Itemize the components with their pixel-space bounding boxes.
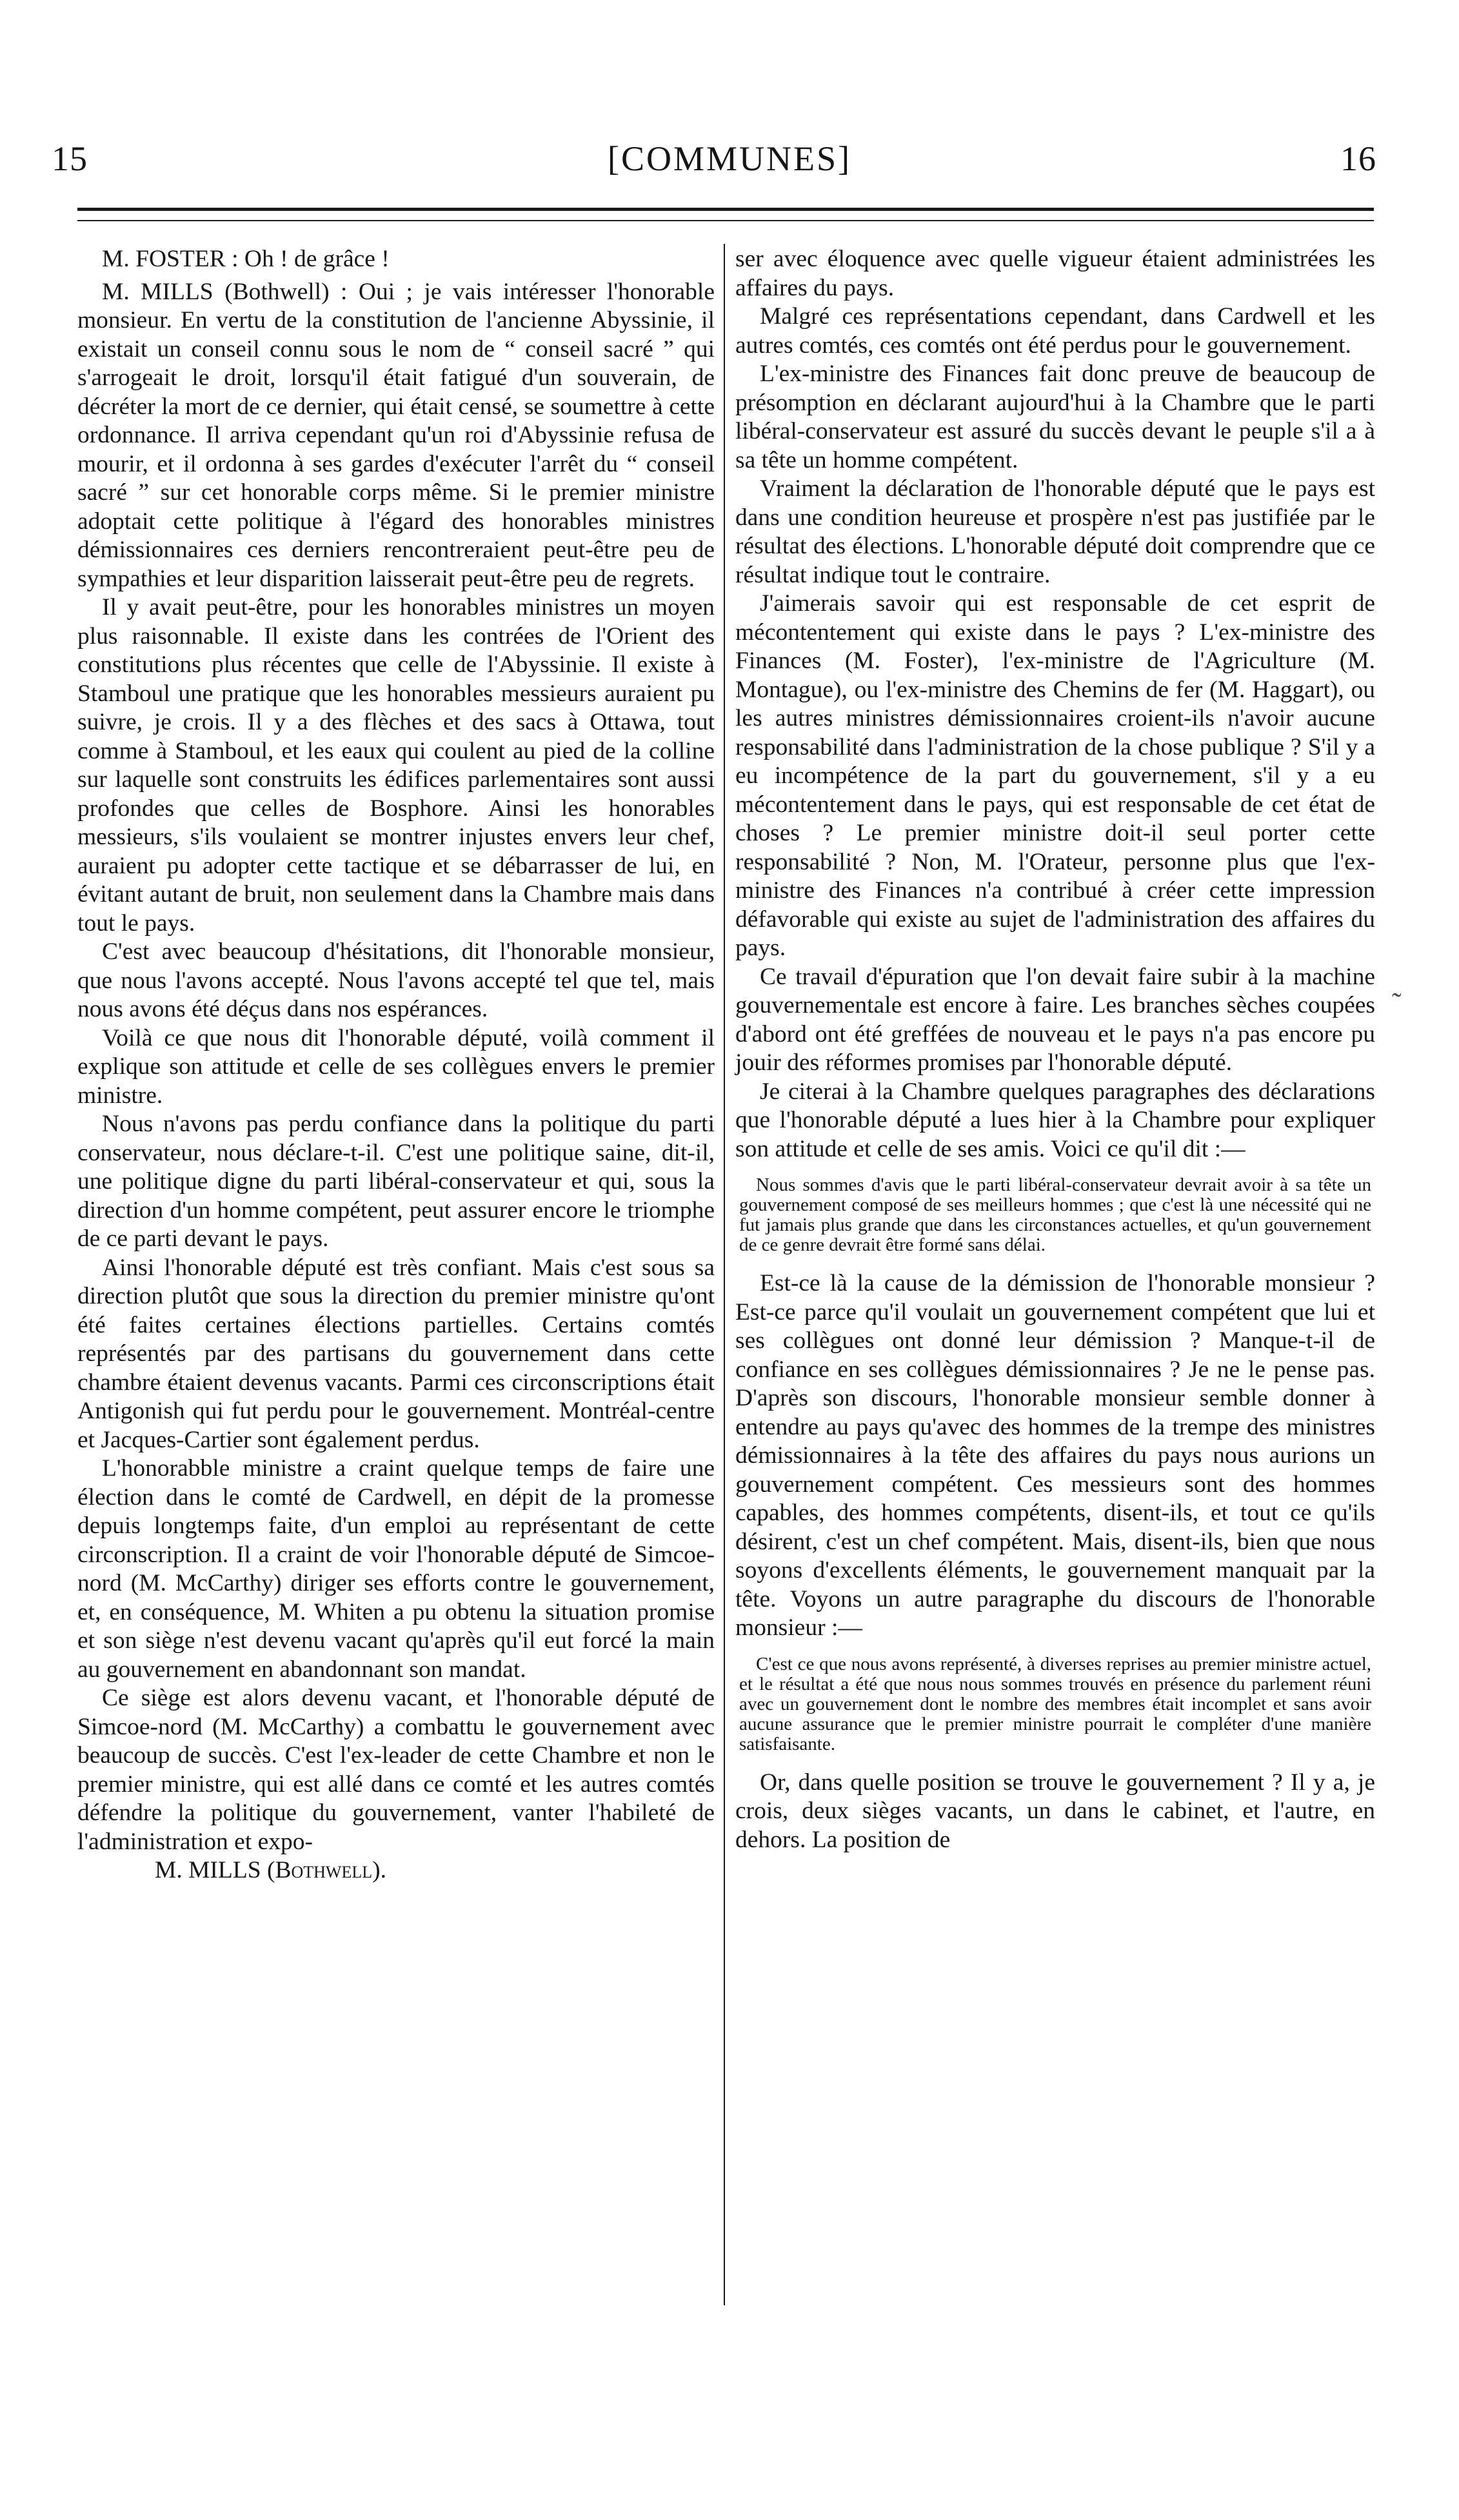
header-thin-rule <box>77 220 1374 221</box>
paragraph: Ce travail d'épuration que l'on devait faire subir à la machine gouvernementale est encore à faire. Les branches sèches coupées d'abord ont été greffées de nouveau et le pays n'a pas encore pu jouir des réformes promises par l'honorable député. <box>735 963 1375 1076</box>
paragraph: Vraiment la déclaration de l'honorable député que le pays est dans une condition heureuse et prospère n'est pas justifiée par le résultat des élections. L'honorable député doit comprendre que ce résultat indique tout le contraire. <box>735 475 1375 588</box>
paragraph: Or, dans quelle position se trouve le gouvernement ? Il y a, je crois, deux sièges vacants, un dans le cabinet, et l'autre, en dehors. La position de <box>735 1769 1375 1853</box>
margin-mark: ˜ <box>1392 987 1402 1019</box>
paragraph: Je citerai à la Chambre quelques paragraphes des déclarations que l'honorable député a lues hier à la Chambre pour expliquer son attitude et celle de ses amis. Voici ce qu'il dit :— <box>735 1078 1375 1162</box>
paragraph: Est-ce là la cause de la démission de l'honorable monsieur ? Est-ce parce qu'il voulait un gouvernement compétent que lui et ses collègues ont donné leur démission ? Manque-t-il de confiance en ses collègues démissionnaires ? Je ne le pense pas. D'après son discours, l'honorable monsieur semble donner à entendre au pays qu'avec des hommes de la trempe des ministres démissionnaires à la tête des affaires du pays nous aurions un gouvernement compétent. Ces messieurs sont des hommes capables, des hommes compétents, disent-ils, et tout ce qu'ils désirent, c'est un chef compétent. Mais, disent-ils, bien que nous soyons d'excellents éléments, le gouvernement manquait par la tête. Voyons un autre paragraphe du discours de l'honorable monsieur :— <box>735 1270 1375 1641</box>
running-header: [COMMUNES] <box>607 139 852 178</box>
paragraph: J'aimerais savoir qui est responsable de cet esprit de mécontentement qui existe dans le pays ? L'ex-ministre des Finances (M. Foster), l'ex-ministre de l'Agriculture (M. Montague), ou l'ex-ministre des Chemins de fer (M. Haggart), ou les autres ministres démissionnaires croient-ils n'avoir aucune responsabilité dans l'administration de la chose publique ? S'il y a eu incompétence de la part du gouvernement, s'il y a eu mécontentement dans le pays, qui est responsable de cet état de choses ? Le premier ministre doit-il seul porter cette responsabilité ? Non, M. l'Orateur, personne plus que l'ex-ministre des Finances n'a contribué à créer cette impression défavorable qui existe au sujet de l'administration des affaires du pays. <box>735 590 1375 961</box>
page-number-right: 16 <box>1340 139 1376 178</box>
left-column <box>77 245 715 1885</box>
paragraph: M. FOSTER : Oh ! de grâce ! <box>102 246 390 272</box>
paragraph: L'ex-ministre des Finances fait donc preuve de beaucoup de présomption en déclarant aujourd'hui à la Chambre que le parti libéral-conservateur est assuré du succès devant le peuple s'il a à sa tête un homme compétent. <box>735 361 1375 473</box>
quote-text: Nous sommes d'avis que le parti libéral-conservateur devrait avoir à sa tête un gouvernement composé de ses meilleurs hommes ; que c'est là une nécessité qui ne fut jamais plus grande que dans les circonstances actuelles, et qu'un gouvernement de ce genre devrait être formé sans délai. <box>739 1175 1371 1255</box>
column-divider <box>724 244 725 2305</box>
paragraph: Nous n'avons pas perdu confiance dans la politique du parti conservateur, nous déclare-t-il. C'est une politique saine, dit-il, une politique digne du parti libéral-conservateur et qui, sous la direction d'un homme compétent, peut assurer encore le triomphe de ce parti devant le pays. <box>77 1111 715 1252</box>
paragraph: L'honorabble ministre a craint quelque temps de faire une élection dans le comté de Cardwell, en dépit de la promesse depuis longtemps faite, d'un emploi au représentant de cette circonscription. Il a craint de voir l'honorable député de Simcoe-nord (M. McCarthy) diriger ses efforts contre le gouvernement, et, en conséquence, M. Whiten a pu obtenu la situation promise et son siège n'est devenu vacant qu'après qu'il eut forcé la main au gouvernement en abandonnant son mandat. <box>77 1455 715 1683</box>
paragraph: M. MILLS (Bothwell) : Oui ; je vais intéresser l'honorable monsieur. En vertu de la constitution de l'ancienne Abyssinie, il existait un conseil connu sous le nom de “ conseil sacré ” qui s'arrogeait le droit, lorsqu'il était fatigué d'un souverain, de décréter la mort de ce dernier, qui était censé, se soumettre à cette ordonnance. Il arriva cependant qu'un roi d'Abyssinie refusa de mourir, et il ordonna à ses gardes d'exécuter l'arrêt du “ conseil sacré ” sur cet honorable corps même. Si le premier ministre adoptait cette politique à l'égard des honorables ministres démissionnaires ces derniers rencontreraient peut-être peu de sympathies et leur disparition laisserait peut-être peu de regrets. <box>77 278 715 592</box>
speaker-signature: M. MILLS (Bothwell). <box>155 1857 386 1883</box>
paragraph: Il y avait peut-être, pour les honorables ministres un moyen plus raisonnable. Il existe dans les contrées de l'Orient des constitutions plus récentes que celle de l'Abyssinie. Il existe à Stamboul une pratique que les honorables messieurs auraient pu suivre, je crois. Il y a des flèches et des sacs à Ottawa, tout comme à Stamboul, et les eaux qui coulent au pied de la colline sur laquelle sont construits les édifices parlementaires sont aussi profondes que celles de Bosphore. Ainsi les honorables messieurs, s'ils voulaient se montrer injustes envers leur chef, auraient pu adopter cette tactique et se débarrasser de lui, en évitant autant de bruit, non seulement dans la Chambre mais dans tout le pays. <box>77 594 715 937</box>
paragraph: C'est avec beaucoup d'hésitations, dit l'honorable monsieur, que nous l'avons accepté. Nous l'avons accepté tel que tel, mais nous avons été déçus dans nos espérances. <box>77 938 715 1022</box>
paragraph: Ainsi l'honorable député est très confiant. Mais c'est sous sa direction plutôt que sous la direction du premier ministre qu'ont été faites certaines élections partielles. Certains comtés représentés par des partisans du gouvernement dans cette chambre étaient devenus vacants. Parmi ces circonscriptions était Antigonish qui fut perdu pour le gouvernement. Montréal-centre et Jacques-Cartier sont également perdus. <box>77 1254 715 1453</box>
block-quote <box>739 1175 1371 1255</box>
block-quote <box>739 1654 1371 1754</box>
paragraph: Ce siège est alors devenu vacant, et l'honorable député de Simcoe-nord (M. McCarthy) a combattu le gouvernement avec beaucoup de succès. C'est l'ex-leader de cette Chambre et non le premier ministre, qui est allé dans ce comté et les autres comtés défendre la politique du gouvernement, vanter l'habileté de l'administration et expo- <box>77 1685 715 1855</box>
header-thick-rule <box>77 208 1374 211</box>
quote-text: C'est ce que nous avons représenté, à diverses reprises au premier ministre actuel, et le résultat a été que nous nous sommes trouvés en présence du parlement réuni avec un gouvernement dont le nombre des membres était incomplet et sans avoir aucune assurance que le premier ministre pourrait le compléter d'une manière satisfaisante. <box>739 1653 1371 1754</box>
right-column <box>735 245 1375 1854</box>
paragraph: Malgré ces représentations cependant, dans Cardwell et les autres comtés, ces comtés ont été perdus pour le gouvernement. <box>735 303 1375 359</box>
paragraph: ser avec éloquence avec quelle vigueur étaient administrées les affaires du pays. <box>735 246 1375 301</box>
paragraph: Voilà ce que nous dit l'honorable député, voilà comment il explique son attitude et celle de ses collègues envers le premier ministre. <box>77 1024 715 1109</box>
page-number-left: 15 <box>52 139 88 178</box>
